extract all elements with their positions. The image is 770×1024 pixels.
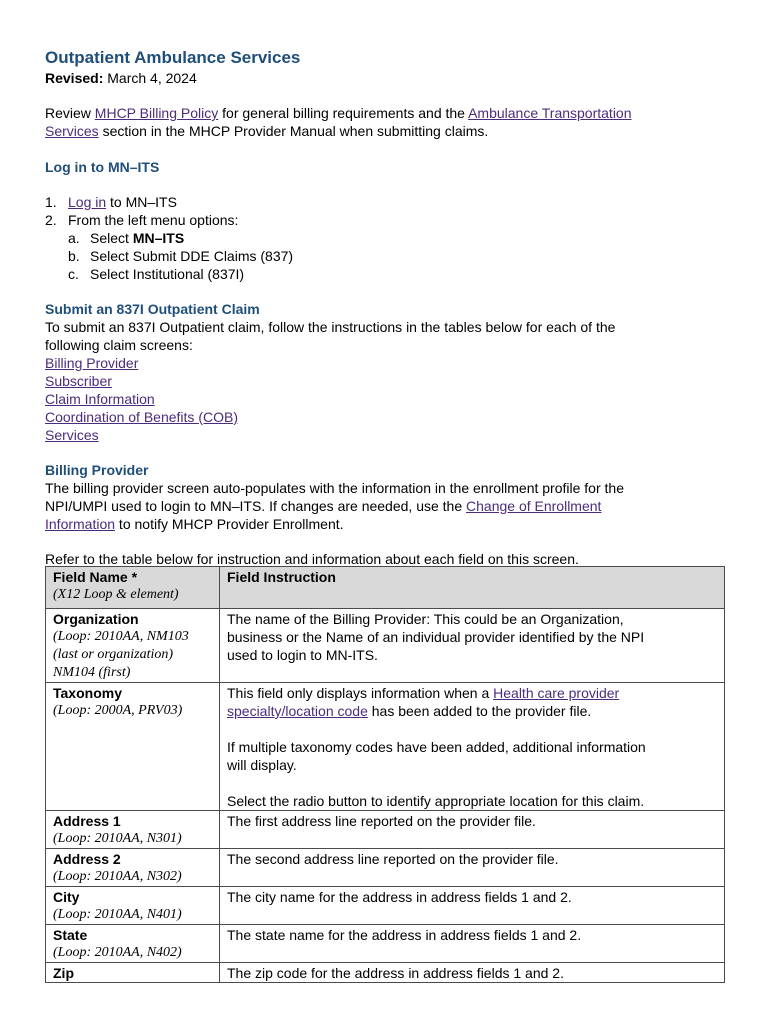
intro-text: for general billing requirements and the [218, 105, 469, 121]
field-loop: (last or organization) [53, 647, 174, 662]
login-heading: Log in to MN–ITS [45, 159, 160, 175]
change-of-enrollment-information-link[interactable]: Information [45, 516, 116, 532]
header-loop: (X12 Loop & element) [53, 587, 179, 602]
instruction-text: Select the radio button to identify appropriate location for this claim. [227, 793, 645, 809]
revised-date: March 4, 2024 [107, 70, 197, 86]
substep-letter: a. [68, 230, 80, 246]
field-name: Taxonomy [53, 685, 122, 701]
billing-provider-fields-table [45, 566, 725, 983]
field-instruction-cell [220, 887, 725, 925]
header-instruction-cell [220, 567, 725, 609]
field-loop: (Loop: 2000A, PRV03) [53, 703, 183, 718]
billing-line-2 [45, 497, 601, 515]
billing-provider-link[interactable]: Billing Provider [45, 355, 139, 371]
instruction-text: The second address line reported on the provider file. [227, 851, 559, 867]
header-instruction: Field Instruction [227, 569, 336, 585]
table-row [46, 849, 725, 887]
field-loop: NM104 (first) [53, 665, 131, 680]
instruction-text: If multiple taxonomy codes have been added, additional information [227, 739, 646, 755]
claim-screen-link-claim-information [45, 390, 155, 408]
page-title: Outpatient Ambulance Services [45, 48, 301, 67]
claim-screen-link-services [45, 426, 99, 444]
table-row [46, 925, 725, 963]
step-number: 2. [45, 212, 57, 228]
substep-bold: MN–ITS [132, 230, 185, 246]
instruction-text-part: has been added to the provider file. [367, 703, 592, 719]
ambulance-transportation-link[interactable]: Ambulance Transportation [468, 105, 632, 121]
login-substep-c [68, 265, 244, 283]
billing-text: NPI/UMPI used to login to MN–ITS. If changes are needed, use the [45, 498, 467, 514]
field-instruction-cell [220, 849, 725, 887]
field-name-cell [46, 609, 220, 683]
instruction-text: The name of the Billing Provider: This could be an Organization, [227, 611, 624, 627]
mhcp-billing-policy-link[interactable]: MHCP Billing Policy [94, 105, 219, 121]
table-row [46, 683, 725, 811]
table-row [46, 811, 725, 849]
instruction-text [227, 702, 717, 720]
substep-text: Select Institutional (837I) [90, 266, 245, 282]
table-header-row [46, 567, 725, 609]
billing-line-1: The billing provider screen auto-populates with the information in the enrollment profile for the [45, 480, 624, 496]
services-link[interactable]: Services [45, 427, 99, 443]
field-name: Address 2 [53, 851, 121, 867]
refer-line: Refer to the table below for instruction and information about each field on this screen. [45, 551, 579, 567]
login-substep-a [68, 229, 184, 247]
instruction-text: The city name for the address in address fields 1 and 2. [227, 889, 572, 905]
billing-text: to notify MHCP Provider Enrollment. [115, 516, 344, 532]
instruction-text: business or the Name of an individual provider identified by the NPI [227, 629, 645, 645]
instruction-text: The zip code for the address in address fields 1 and 2. [227, 965, 564, 981]
instruction-text [227, 684, 717, 702]
login-step-1 [45, 193, 177, 211]
instruction-text: The first address line reported on the provider file. [227, 813, 536, 829]
login-substep-b [68, 247, 293, 265]
field-name: City [53, 889, 80, 905]
field-name-cell [46, 963, 220, 983]
revised-line [45, 69, 197, 87]
field-instruction-cell [220, 963, 725, 983]
claim-screen-link-billing-provider [45, 354, 138, 372]
claim-information-link[interactable]: Claim Information [45, 391, 155, 407]
substep-text: Select Submit DDE Claims (837) [90, 248, 294, 264]
instruction-text: used to login to MN-ITS. [227, 647, 378, 663]
field-loop: (Loop: 2010AA, N402) [53, 945, 182, 960]
table-row [46, 963, 725, 983]
substep-letter: c. [68, 266, 79, 282]
field-name-cell [46, 683, 220, 811]
field-loop: (Loop: 2010AA, NM103 [53, 629, 189, 644]
log-in-link[interactable]: Log in [68, 194, 107, 210]
step-number: 1. [45, 194, 57, 210]
field-loop: (Loop: 2010AA, N401) [53, 907, 182, 922]
intro-line-1 [45, 104, 632, 122]
table-row [46, 609, 725, 683]
field-name: State [53, 927, 88, 943]
cob-link[interactable]: Coordination of Benefits (COB) [45, 409, 238, 425]
submit-line-1: To submit an 837I Outpatient claim, follow the instructions in the tables below for each of the [45, 319, 616, 335]
field-loop: (Loop: 2010AA, N301) [53, 831, 182, 846]
header-field-name-cell [46, 567, 220, 609]
subscriber-link[interactable]: Subscriber [45, 373, 112, 389]
field-instruction-cell [220, 683, 725, 811]
field-instruction-cell [220, 925, 725, 963]
intro-text: Review [45, 105, 95, 121]
field-name-cell [46, 925, 220, 963]
instruction-text-part: This field only displays information when a [227, 685, 494, 701]
substep-letter: b. [68, 248, 80, 264]
revised-label: Revised: [45, 70, 104, 86]
claim-screen-link-cob [45, 408, 238, 426]
specialty-location-code-link[interactable]: specialty/location code [227, 703, 368, 719]
field-name-cell [46, 849, 220, 887]
submit-heading: Submit an 837I Outpatient Claim [45, 301, 260, 317]
billing-line-3 [45, 515, 344, 533]
substep-text: Select [90, 230, 133, 246]
step-text: to MN–ITS [106, 194, 177, 210]
login-step-2 [45, 211, 238, 229]
intro-text: section in the MHCP Provider Manual when submitting claims. [98, 123, 489, 139]
field-name-cell [46, 811, 220, 849]
field-instruction-cell [220, 811, 725, 849]
claim-screen-link-subscriber [45, 372, 112, 390]
billing-provider-heading: Billing Provider [45, 462, 149, 478]
change-of-enrollment-link[interactable]: Change of Enrollment [466, 498, 602, 514]
intro-line-2 [45, 122, 488, 140]
header-field-name: Field Name * [53, 569, 138, 585]
field-name: Address 1 [53, 813, 121, 829]
ambulance-transportation-services-link[interactable]: Services [45, 123, 99, 139]
instruction-text: The state name for the address in address fields 1 and 2. [227, 927, 582, 943]
field-name-cell [46, 887, 220, 925]
field-instruction-cell [220, 609, 725, 683]
instruction-text: will display. [227, 757, 297, 773]
table-row [46, 887, 725, 925]
field-name: Organization [53, 611, 139, 627]
submit-line-2: following claim screens: [45, 337, 193, 353]
field-name: Zip [53, 965, 74, 981]
field-loop: (Loop: 2010AA, N302) [53, 869, 182, 884]
step-text: From the left menu options: [68, 212, 239, 228]
health-care-provider-link[interactable]: Health care provider [493, 685, 620, 701]
